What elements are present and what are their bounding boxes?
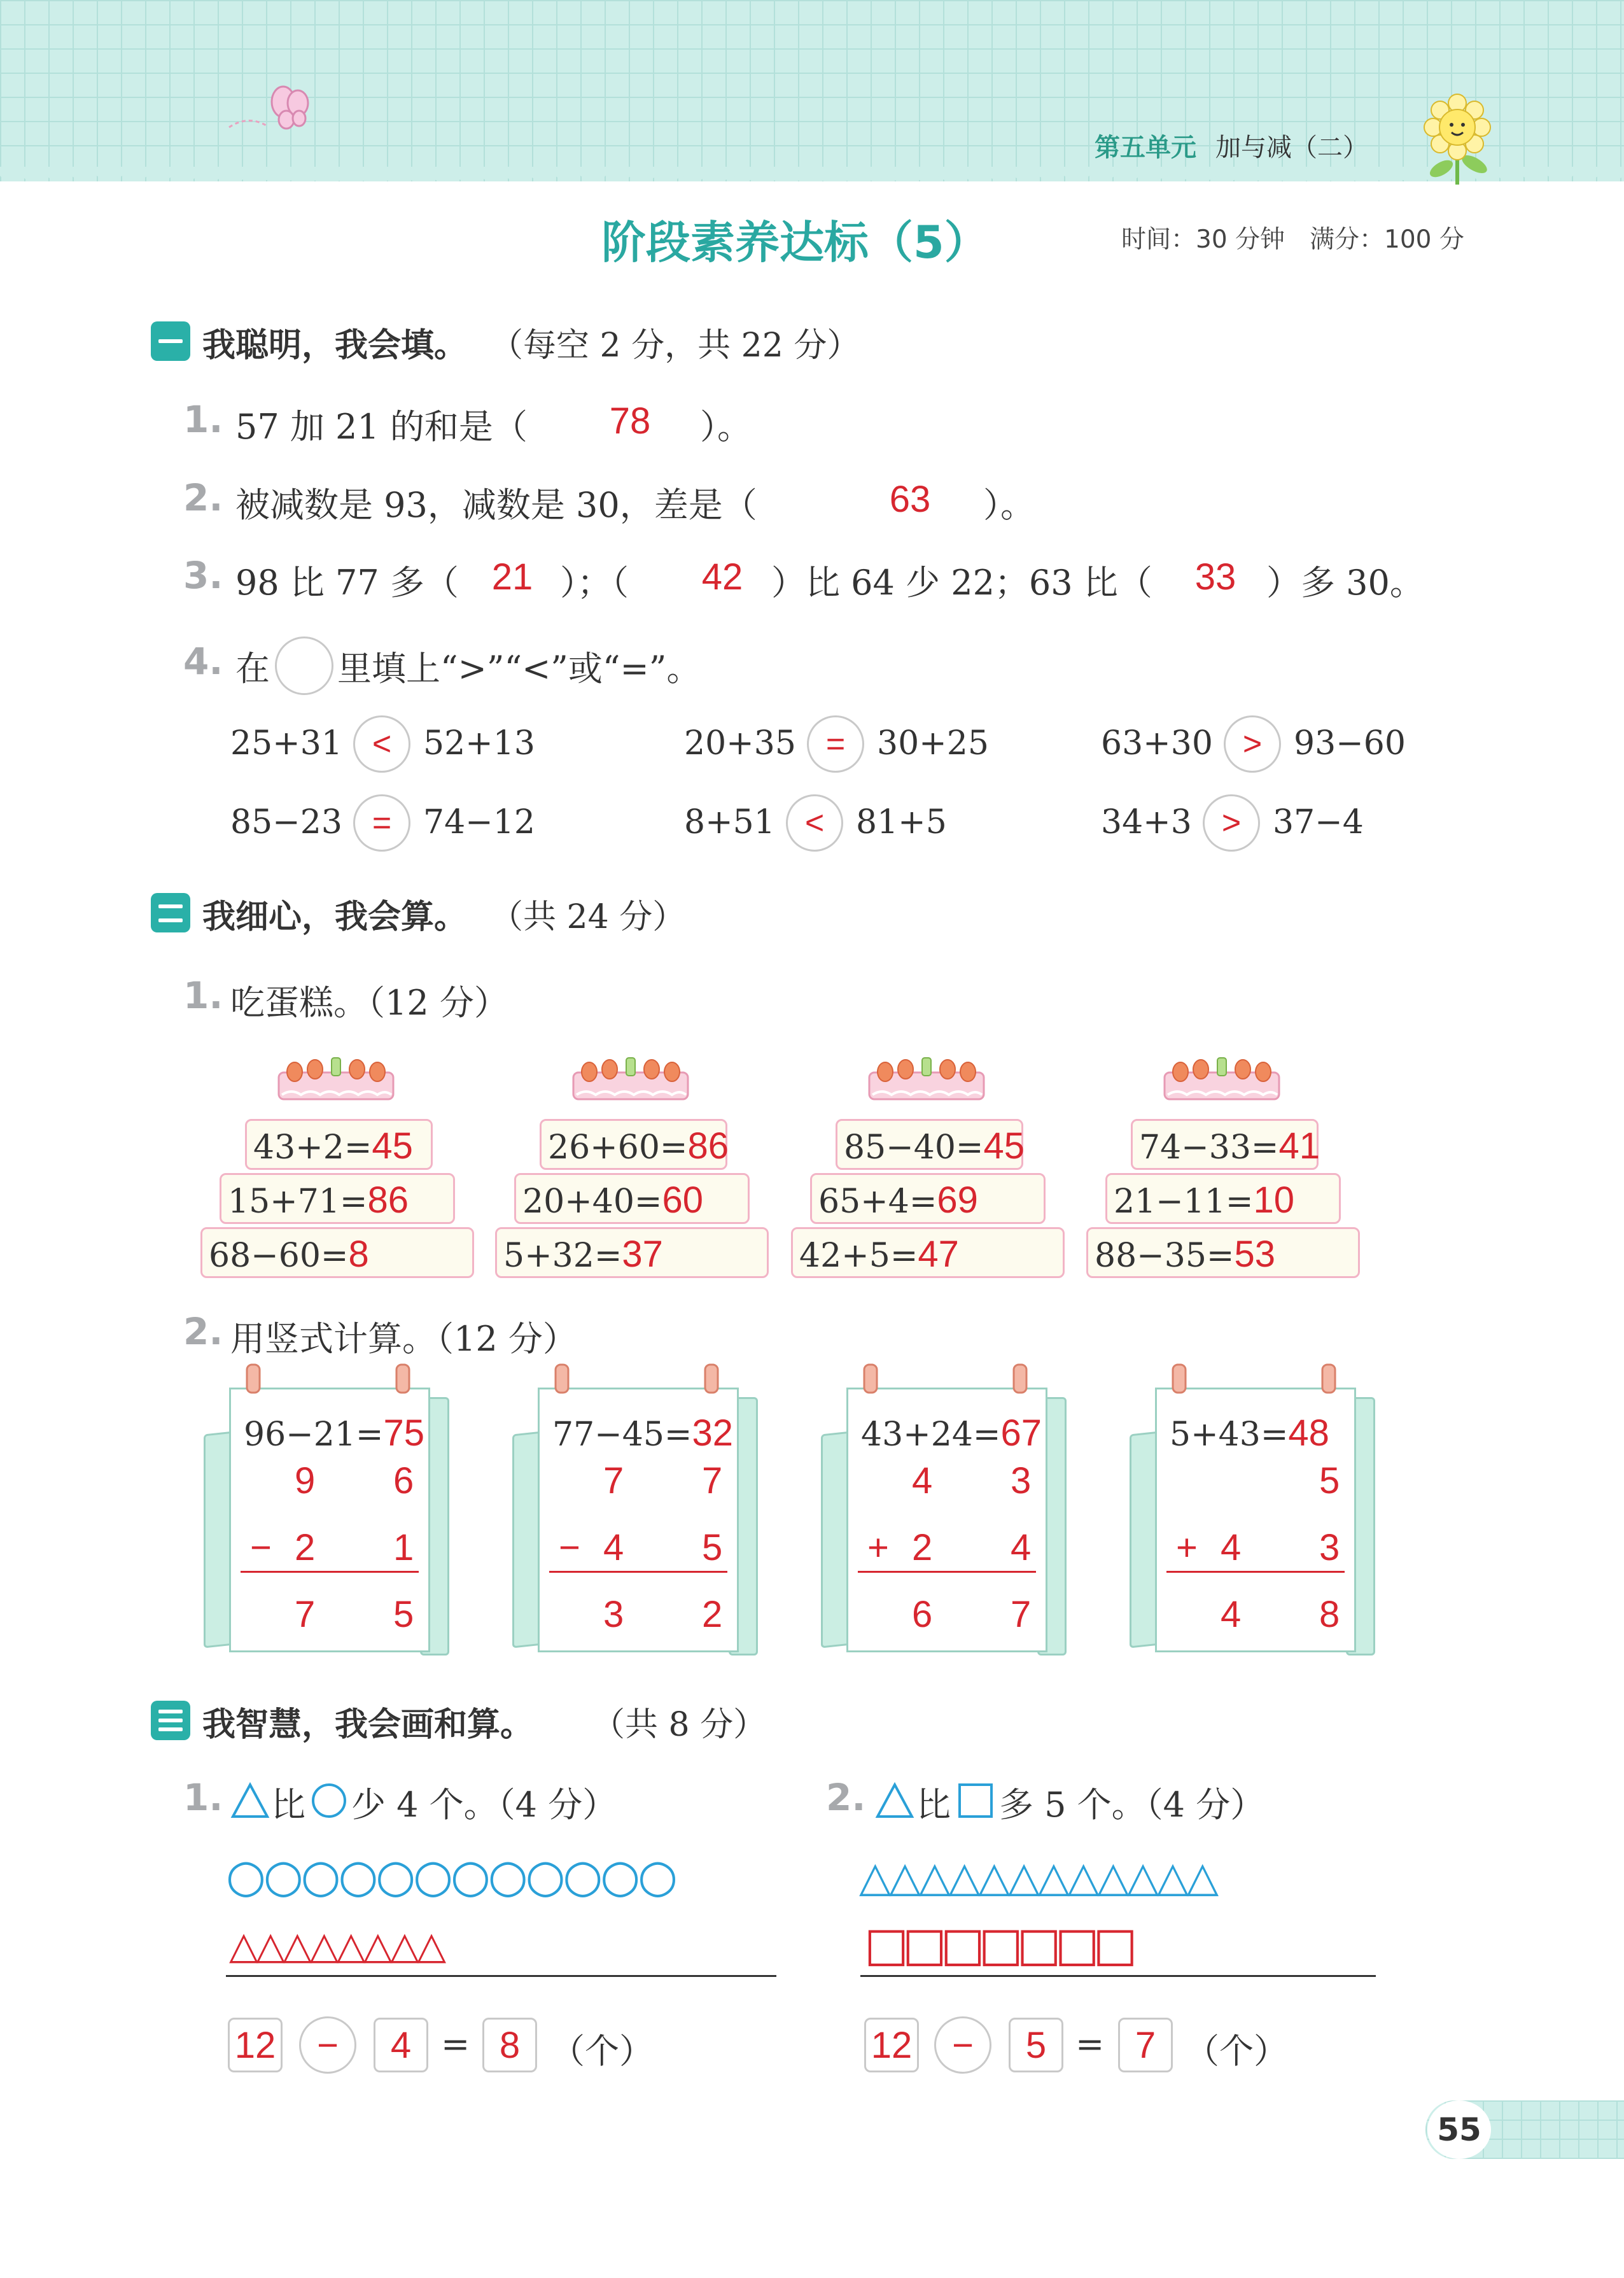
digit-bottom-ones: 3	[1319, 1527, 1340, 1568]
p2-unit: （个）	[1185, 2031, 1288, 2071]
clip-icon	[703, 1363, 720, 1394]
digit-result-ones: 7	[1011, 1594, 1032, 1635]
square-icon	[957, 1782, 994, 1819]
cake-top-icon	[276, 1057, 396, 1101]
unit-title: 第五单元	[1095, 133, 1196, 162]
compare-left: 85−23	[230, 803, 342, 841]
compare-left: 25+31	[230, 724, 342, 763]
cake-top-icon	[1161, 1057, 1282, 1101]
s3-p1-number: 1.	[183, 1776, 223, 1819]
cake-tier-top: 85−40=45	[836, 1119, 1023, 1170]
digit-bottom-tens: 2	[912, 1527, 933, 1568]
s2-q2-text: 用竖式计算。（12 分）	[230, 1319, 577, 1359]
clip-icon	[245, 1363, 262, 1394]
sunflower-icon	[1416, 89, 1499, 188]
q4-number: 4.	[183, 640, 223, 683]
clip-icon	[554, 1363, 570, 1394]
digit-result-tens: 7	[295, 1594, 316, 1635]
p1-box-b[interactable]: 4	[374, 2018, 428, 2072]
digit-bottom-tens: 2	[295, 1527, 316, 1568]
vertical-calc-card	[229, 1388, 439, 1655]
p1-operator-circle[interactable]: −	[299, 2016, 356, 2074]
calc-line	[549, 1571, 727, 1573]
clip-icon	[395, 1363, 411, 1394]
q3-text-3: ）比 64 少 22；63 比（	[771, 563, 1152, 603]
digit-bottom-ones: 1	[393, 1527, 414, 1568]
p2-box-a[interactable]: 12	[864, 2018, 919, 2072]
card-page	[538, 1388, 739, 1652]
vertical-calc-card	[1155, 1388, 1365, 1655]
compare-circle[interactable]: <	[786, 794, 843, 852]
cake-tier-middle: 15+71=86	[220, 1173, 455, 1224]
cake-tier-top: 26+60=86	[540, 1119, 727, 1170]
clip-icon	[862, 1363, 879, 1394]
vertical-calc-card	[846, 1388, 1056, 1655]
section1-note: （每空 2 分，共 22 分）	[490, 327, 860, 365]
section1-heading: 我聪明，我会填。	[202, 327, 468, 365]
q3-answer-2: 42	[701, 556, 743, 598]
exam-meta: 时间：30 分钟 满分：100 分	[1121, 225, 1464, 254]
compare-circle[interactable]: >	[1203, 794, 1260, 852]
q1-answer: 78	[609, 400, 651, 442]
q3-text-2: ）；（	[560, 563, 629, 603]
q1-number: 1.	[183, 398, 223, 441]
digit-top-ones: 3	[1011, 1460, 1032, 1501]
card-equation: 5+43=48	[1170, 1412, 1329, 1454]
card-page	[1155, 1388, 1356, 1652]
compare-right: 81+5	[856, 803, 947, 841]
cake-tier-top: 43+2=45	[245, 1119, 433, 1170]
digit-top-ones: 5	[1319, 1460, 1340, 1501]
triangle-icon	[875, 1782, 914, 1819]
cake-top-icon	[570, 1057, 691, 1101]
p1-box-a[interactable]: 12	[228, 2018, 283, 2072]
operator: +	[1176, 1527, 1198, 1568]
section2-note: （共 24 分）	[490, 898, 686, 936]
compare-right: 30+25	[877, 724, 989, 763]
card-page	[229, 1388, 430, 1652]
circle-icon	[311, 1782, 347, 1819]
triangle-icon	[230, 1782, 270, 1819]
cake-tier-middle: 65+4=69	[810, 1173, 1046, 1224]
q2-number: 2.	[183, 476, 223, 519]
section3-heading: 我智慧，我会画和算。	[202, 1706, 534, 1744]
digit-result-tens: 3	[603, 1594, 624, 1635]
p2-operator-circle[interactable]: −	[934, 2016, 991, 2074]
q2-answer: 63	[889, 479, 931, 520]
section3-note: （共 8 分）	[592, 1706, 767, 1744]
section2-heading: 我细心，我会算。	[202, 898, 468, 936]
compare-left: 63+30	[1101, 724, 1213, 763]
p2-box-b[interactable]: 5	[1009, 2018, 1063, 2072]
unit-subtitle: 加与减（二）	[1215, 133, 1368, 162]
compare-right: 93−60	[1294, 724, 1406, 763]
cake-tier-bottom: 5+32=37	[495, 1227, 769, 1278]
digit-top-ones: 6	[393, 1460, 414, 1501]
calc-line	[858, 1571, 1036, 1573]
q2-text-end: ）。	[983, 485, 1035, 525]
s3-p1-text: 少 4 个。（4 分）	[351, 1785, 617, 1825]
card-equation: 77−45=32	[552, 1412, 733, 1454]
s2-q2-number: 2.	[183, 1310, 223, 1353]
compare-right: 52+13	[423, 724, 535, 763]
operator: −	[559, 1527, 580, 1568]
compare-circle[interactable]: =	[807, 715, 864, 773]
s2-q1-number: 1.	[183, 974, 223, 1017]
q3-number: 3.	[183, 554, 223, 597]
card-page	[846, 1388, 1047, 1652]
compare-left: 8+51	[684, 803, 775, 841]
digit-result-ones: 2	[702, 1594, 723, 1635]
clip-icon	[1012, 1363, 1028, 1394]
answer-underline	[860, 1975, 1376, 1977]
compare-circle[interactable]: =	[353, 794, 410, 852]
operator: −	[250, 1527, 272, 1568]
page-title: 阶段素养达标（5）	[601, 216, 989, 269]
q4-text-1: 在	[235, 649, 270, 689]
digit-result-tens: 4	[1221, 1594, 1242, 1635]
clip-icon	[1320, 1363, 1337, 1394]
card-equation: 96−21=75	[244, 1412, 424, 1454]
digit-result-ones: 5	[393, 1594, 414, 1635]
digit-bottom-tens: 4	[1221, 1527, 1242, 1568]
compare-circle[interactable]: <	[353, 715, 410, 773]
s2-q1-text: 吃蛋糕。（12 分）	[230, 983, 508, 1023]
q1-text: 57 加 21 的和是（	[235, 407, 528, 447]
digit-bottom-ones: 5	[702, 1527, 723, 1568]
compare-right: 74−12	[423, 803, 535, 841]
q1-text-end: ）。	[700, 407, 752, 447]
calc-line	[241, 1571, 419, 1573]
digit-top-ones: 7	[702, 1460, 723, 1501]
section3-badge	[151, 1701, 190, 1740]
p1-equals: =	[441, 2024, 470, 2064]
p1-unit: （个）	[550, 2031, 654, 2071]
squares-answer-row: □□□□□□□	[864, 1917, 1131, 1972]
digit-result-ones: 8	[1319, 1594, 1340, 1635]
header-wave	[0, 167, 1624, 192]
q2-text: 被减数是 93，减数是 30，差是（	[235, 485, 757, 525]
digit-top-tens: 4	[912, 1460, 933, 1501]
cake-tier-middle: 20+40=60	[514, 1173, 750, 1224]
p1-box-c[interactable]: 8	[482, 2018, 537, 2072]
calc-line	[1166, 1571, 1345, 1573]
q4-circle-icon	[275, 636, 333, 695]
s3-p1-bi: 比	[271, 1785, 305, 1825]
clip-icon	[1171, 1363, 1187, 1394]
q3-text-1: 98 比 77 多（	[235, 563, 459, 603]
digit-top-tens: 7	[603, 1460, 624, 1501]
cake-tier-bottom: 68−60=8	[200, 1227, 474, 1278]
q3-text-4: ）多 30。	[1266, 563, 1424, 603]
cake-tier-bottom: 42+5=47	[791, 1227, 1065, 1278]
digit-bottom-tens: 4	[603, 1527, 624, 1568]
cake-top-icon	[866, 1057, 987, 1101]
section2-badge	[151, 893, 190, 932]
section1-badge	[151, 321, 190, 361]
triangles-row: △△△△△△△△△△△△	[859, 1852, 1217, 1901]
circles-row: ○○○○○○○○○○○○	[226, 1849, 675, 1902]
q4-text-2: 里填上“>”“<”或“=”。	[337, 649, 701, 689]
cake-tier-middle: 21−11=10	[1105, 1173, 1341, 1224]
s3-p2-bi: 比	[916, 1785, 951, 1825]
cake-tier-bottom: 88−35=53	[1086, 1227, 1360, 1278]
compare-left: 20+35	[684, 724, 796, 763]
page-number: 55	[1427, 2100, 1491, 2159]
triangles-answer-row: △△△△△△△△	[229, 1923, 444, 1968]
answer-underline	[226, 1975, 776, 1977]
butterfly-icon	[223, 76, 318, 140]
card-equation: 43+24=67	[861, 1412, 1042, 1454]
operator: +	[867, 1527, 889, 1568]
digit-result-tens: 6	[912, 1594, 933, 1635]
vertical-calc-card	[538, 1388, 748, 1655]
p2-equals: =	[1075, 2024, 1105, 2064]
compare-right: 37−4	[1273, 803, 1364, 841]
digit-top-tens: 9	[295, 1460, 316, 1501]
s3-p2-text: 多 5 个。（4 分）	[999, 1785, 1265, 1825]
p2-box-c[interactable]: 7	[1118, 2018, 1173, 2072]
compare-circle[interactable]: >	[1224, 715, 1281, 773]
compare-left: 34+3	[1101, 803, 1192, 841]
s3-p2-number: 2.	[826, 1776, 866, 1819]
q3-answer-3: 33	[1194, 556, 1236, 598]
q3-answer-1: 21	[491, 556, 533, 598]
cake-tier-top: 74−33=41	[1131, 1119, 1319, 1170]
digit-bottom-ones: 4	[1011, 1527, 1032, 1568]
